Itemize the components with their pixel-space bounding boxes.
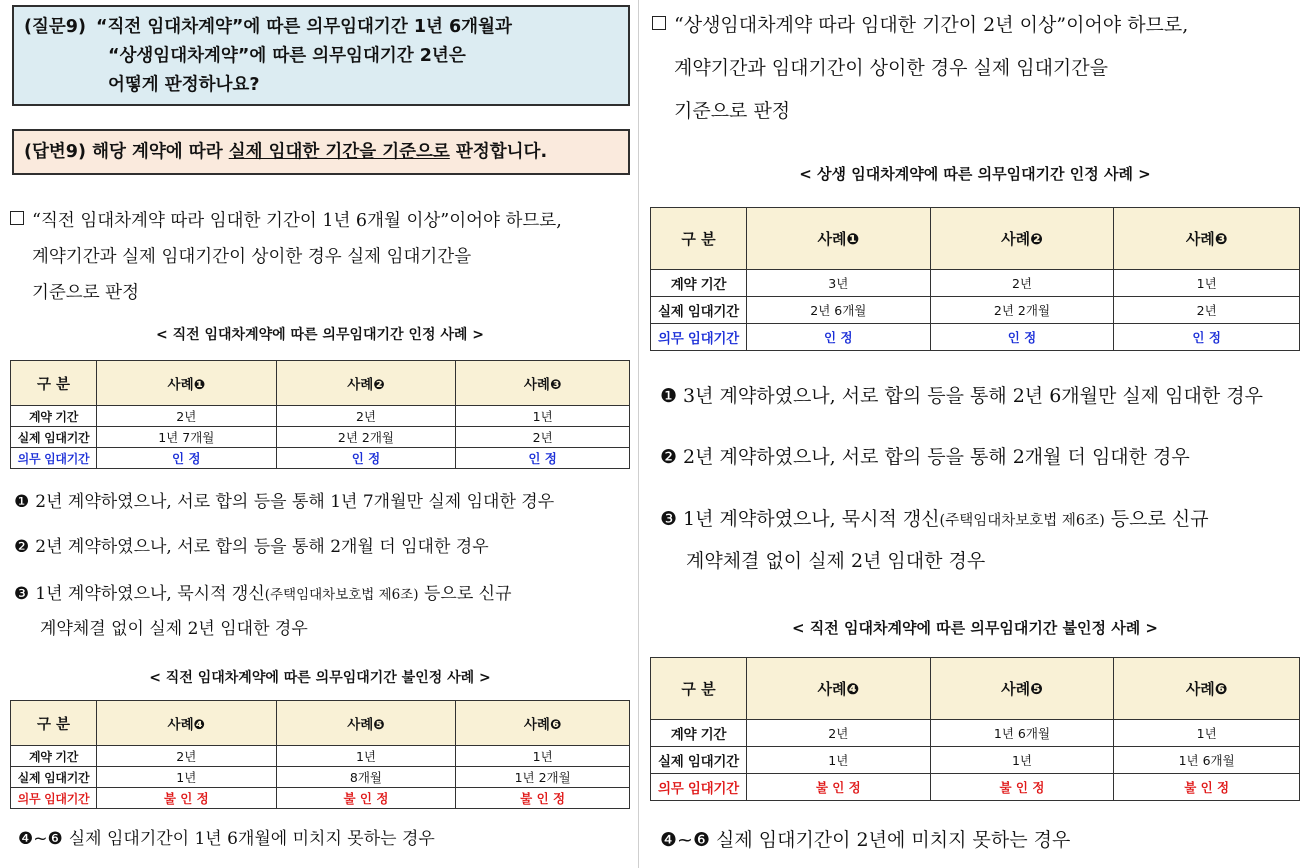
case-text-cont: 계약체결 없이 실제 2년 임대한 경우 — [686, 550, 986, 572]
row-label: 의무 임대기간 — [11, 788, 97, 809]
header-cell: 사례❹ — [96, 701, 276, 746]
table-row — [11, 746, 630, 767]
case-number: ❶ — [660, 385, 678, 407]
table-row — [651, 270, 1300, 297]
row-label: 계약 기간 — [651, 270, 747, 297]
case-law-ref: (주택임대차보호법 제6조) — [264, 587, 419, 603]
header-cell: 구 분 — [651, 208, 747, 270]
case-text: 등으로 신규 — [1104, 508, 1209, 530]
row-label: 의무 임대기간 — [11, 448, 97, 469]
right-case-2 — [660, 437, 1190, 477]
header-cell: 사례❻ — [1114, 658, 1300, 720]
table-cell: 2년 — [746, 720, 930, 747]
table-cell: 2년 — [1114, 297, 1300, 324]
left-case-3 — [14, 577, 512, 646]
case-law-ref: (주택임대차보호법 제6조) — [939, 513, 1105, 529]
header-cell: 사례❸ — [1114, 208, 1300, 270]
table-cell: 8개월 — [276, 767, 456, 788]
case-number: ❷ — [660, 446, 678, 468]
left-para-line-3: 기준으로 판정 — [32, 283, 139, 303]
right-table-1 — [650, 207, 1300, 351]
checkbox-bullet-icon — [652, 16, 666, 30]
row-label: 실제 임대기간 — [11, 427, 97, 448]
case-number: ❹~❻ — [660, 829, 710, 851]
table-header-row — [11, 701, 630, 746]
table-cell: 2년 — [456, 427, 630, 448]
left-column — [0, 0, 640, 868]
checkbox-bullet-icon — [10, 211, 24, 225]
table-header-row — [11, 361, 630, 406]
answer-suffix: 판정합니다. — [449, 142, 548, 162]
table-cell: 1년 — [96, 767, 276, 788]
question-line-1: “직전 임대차계약”에 따른 의무임대기간 1년 6개월과 — [95, 17, 512, 37]
header-cell: 사례❷ — [930, 208, 1114, 270]
case-text: 2년 계약하였으나, 서로 합의 등을 통해 2개월 더 임대한 경우 — [683, 446, 1190, 468]
table-header-row — [651, 208, 1300, 270]
row-label: 실제 임대기간 — [651, 747, 747, 774]
right-caption-1: < 상생 임대차계약에 따른 의무임대기간 인정 사례 > — [799, 165, 1151, 183]
table-cell: 2년 6개월 — [746, 297, 930, 324]
table-cell: 2년 — [930, 270, 1114, 297]
right-column — [640, 0, 1305, 868]
header-cell: 사례❷ — [276, 361, 456, 406]
case-number: ❹~❻ — [18, 829, 63, 849]
header-cell: 사례❶ — [746, 208, 930, 270]
table-cell: 1년 — [930, 747, 1114, 774]
case-text: 1년 계약하였으나, 묵시적 갱신 — [683, 508, 940, 530]
question-line-3: 어떻게 판정하나요? — [108, 75, 260, 95]
status-cell: 인 정 — [930, 324, 1114, 351]
header-cell: 사례❺ — [276, 701, 456, 746]
left-para-line-1: “직전 임대차계약 따라 임대한 기간이 1년 6개월 이상”이어야 하므로, — [32, 211, 562, 231]
row-label: 실제 임대기간 — [651, 297, 747, 324]
table-cell: 1년 7개월 — [96, 427, 276, 448]
status-cell: 인 정 — [96, 448, 276, 469]
table-cell: 2년 — [96, 406, 276, 427]
table-row — [651, 324, 1300, 351]
table-row — [651, 720, 1300, 747]
table-cell: 2년 — [276, 406, 456, 427]
table-cell: 2년 2개월 — [930, 297, 1114, 324]
table-cell: 1년 — [1114, 720, 1300, 747]
left-table-1 — [10, 360, 630, 469]
status-cell: 불 인 정 — [1114, 774, 1300, 801]
case-number: ❷ — [14, 537, 30, 557]
header-cell: 사례❶ — [96, 361, 276, 406]
case-number: ❶ — [14, 492, 30, 512]
header-cell: 사례❸ — [456, 361, 630, 406]
row-label: 계약 기간 — [11, 746, 97, 767]
left-case-1 — [14, 485, 554, 519]
table-cell: 1년 — [1114, 270, 1300, 297]
table-cell: 2년 — [96, 746, 276, 767]
table-row — [651, 774, 1300, 801]
right-table-2 — [650, 657, 1300, 801]
row-label: 계약 기간 — [11, 406, 97, 427]
row-label: 의무 임대기간 — [651, 324, 747, 351]
header-cell: 구 분 — [11, 701, 97, 746]
left-para-line-2: 계약기간과 실제 임대기간이 상이한 경우 실제 임대기간을 — [32, 247, 472, 267]
right-caption-2: < 직전 임대차계약에 따른 의무임대기간 불인정 사례 > — [792, 619, 1158, 637]
table-header-row — [651, 658, 1300, 720]
case-text: 실제 임대기간이 1년 6개월에 미치지 못하는 경우 — [68, 829, 435, 849]
case-text: 실제 임대기간이 2년에 미치지 못하는 경우 — [716, 829, 1071, 851]
right-case-3 — [660, 499, 1209, 581]
table-row — [11, 788, 630, 809]
case-text: 1년 계약하였으나, 묵시적 갱신 — [35, 584, 265, 604]
table-row — [651, 297, 1300, 324]
header-cell: 사례❻ — [456, 701, 630, 746]
case-text: 2년 계약하였으나, 서로 합의 등을 통해 2개월 더 임대한 경우 — [35, 537, 489, 557]
left-paragraph — [10, 203, 562, 311]
status-cell: 인 정 — [456, 448, 630, 469]
right-para-line-3: 기준으로 판정 — [674, 100, 791, 122]
left-case-summary — [18, 822, 435, 856]
left-caption-2: < 직전 임대차계약에 따른 의무임대기간 불인정 사례 > — [149, 670, 491, 686]
status-cell: 인 정 — [1114, 324, 1300, 351]
case-text: 2년 계약하였으나, 서로 합의 등을 통해 1년 7개월만 실제 임대한 경우 — [35, 492, 555, 512]
right-para-line-2: 계약기간과 임대기간이 상이한 경우 실제 임대기간을 — [674, 57, 1108, 79]
row-label: 계약 기간 — [651, 720, 747, 747]
table-cell: 1년 — [456, 746, 630, 767]
table-cell: 3년 — [746, 270, 930, 297]
header-cell: 구 분 — [11, 361, 97, 406]
table-cell: 1년 — [276, 746, 456, 767]
header-cell: 구 분 — [651, 658, 747, 720]
question-line-2: “상생임대차계약”에 따른 의무임대기간 2년은 — [108, 46, 466, 66]
right-para-line-1: “상생임대차계약 따라 임대한 기간이 2년 이상”이어야 하므로, — [674, 14, 1189, 36]
table-row — [11, 406, 630, 427]
right-case-1 — [660, 376, 1263, 416]
table-cell: 2년 2개월 — [276, 427, 456, 448]
header-cell: 사례❺ — [930, 658, 1114, 720]
status-cell: 불 인 정 — [96, 788, 276, 809]
row-label: 의무 임대기간 — [651, 774, 747, 801]
status-cell: 인 정 — [746, 324, 930, 351]
table-cell: 1년 2개월 — [456, 767, 630, 788]
case-text: 3년 계약하였으나, 서로 합의 등을 통해 2년 6개월만 실제 임대한 경우 — [683, 385, 1263, 407]
left-case-2 — [14, 530, 489, 564]
left-table-2 — [10, 700, 630, 809]
header-cell: 사례❹ — [746, 658, 930, 720]
status-cell: 불 인 정 — [276, 788, 456, 809]
row-label: 실제 임대기간 — [11, 767, 97, 788]
right-paragraph — [652, 4, 1188, 133]
answer-underlined: 실제 임대한 기간을 기준으로 — [228, 142, 450, 162]
status-cell: 불 인 정 — [746, 774, 930, 801]
table-cell: 1년 — [746, 747, 930, 774]
question-label: (질문9) — [24, 17, 86, 37]
question-box — [12, 5, 630, 106]
table-row — [11, 448, 630, 469]
case-text-cont: 계약체결 없이 실제 2년 임대한 경우 — [40, 619, 308, 639]
status-cell: 불 인 정 — [930, 774, 1114, 801]
right-case-summary — [660, 820, 1070, 860]
table-row — [11, 427, 630, 448]
status-cell: 인 정 — [276, 448, 456, 469]
answer-prefix: (답변9) 해당 계약에 따라 — [24, 142, 229, 162]
status-cell: 불 인 정 — [456, 788, 630, 809]
table-cell: 1년 — [456, 406, 630, 427]
case-number: ❸ — [14, 584, 30, 604]
answer-box — [12, 129, 630, 175]
case-number: ❸ — [660, 508, 678, 530]
case-text: 등으로 신규 — [418, 584, 512, 604]
table-cell: 1년 6개월 — [1114, 747, 1300, 774]
left-caption-1: < 직전 임대차계약에 따른 의무임대기간 인정 사례 > — [155, 327, 485, 343]
table-cell: 1년 6개월 — [930, 720, 1114, 747]
table-row — [651, 747, 1300, 774]
table-row — [11, 767, 630, 788]
